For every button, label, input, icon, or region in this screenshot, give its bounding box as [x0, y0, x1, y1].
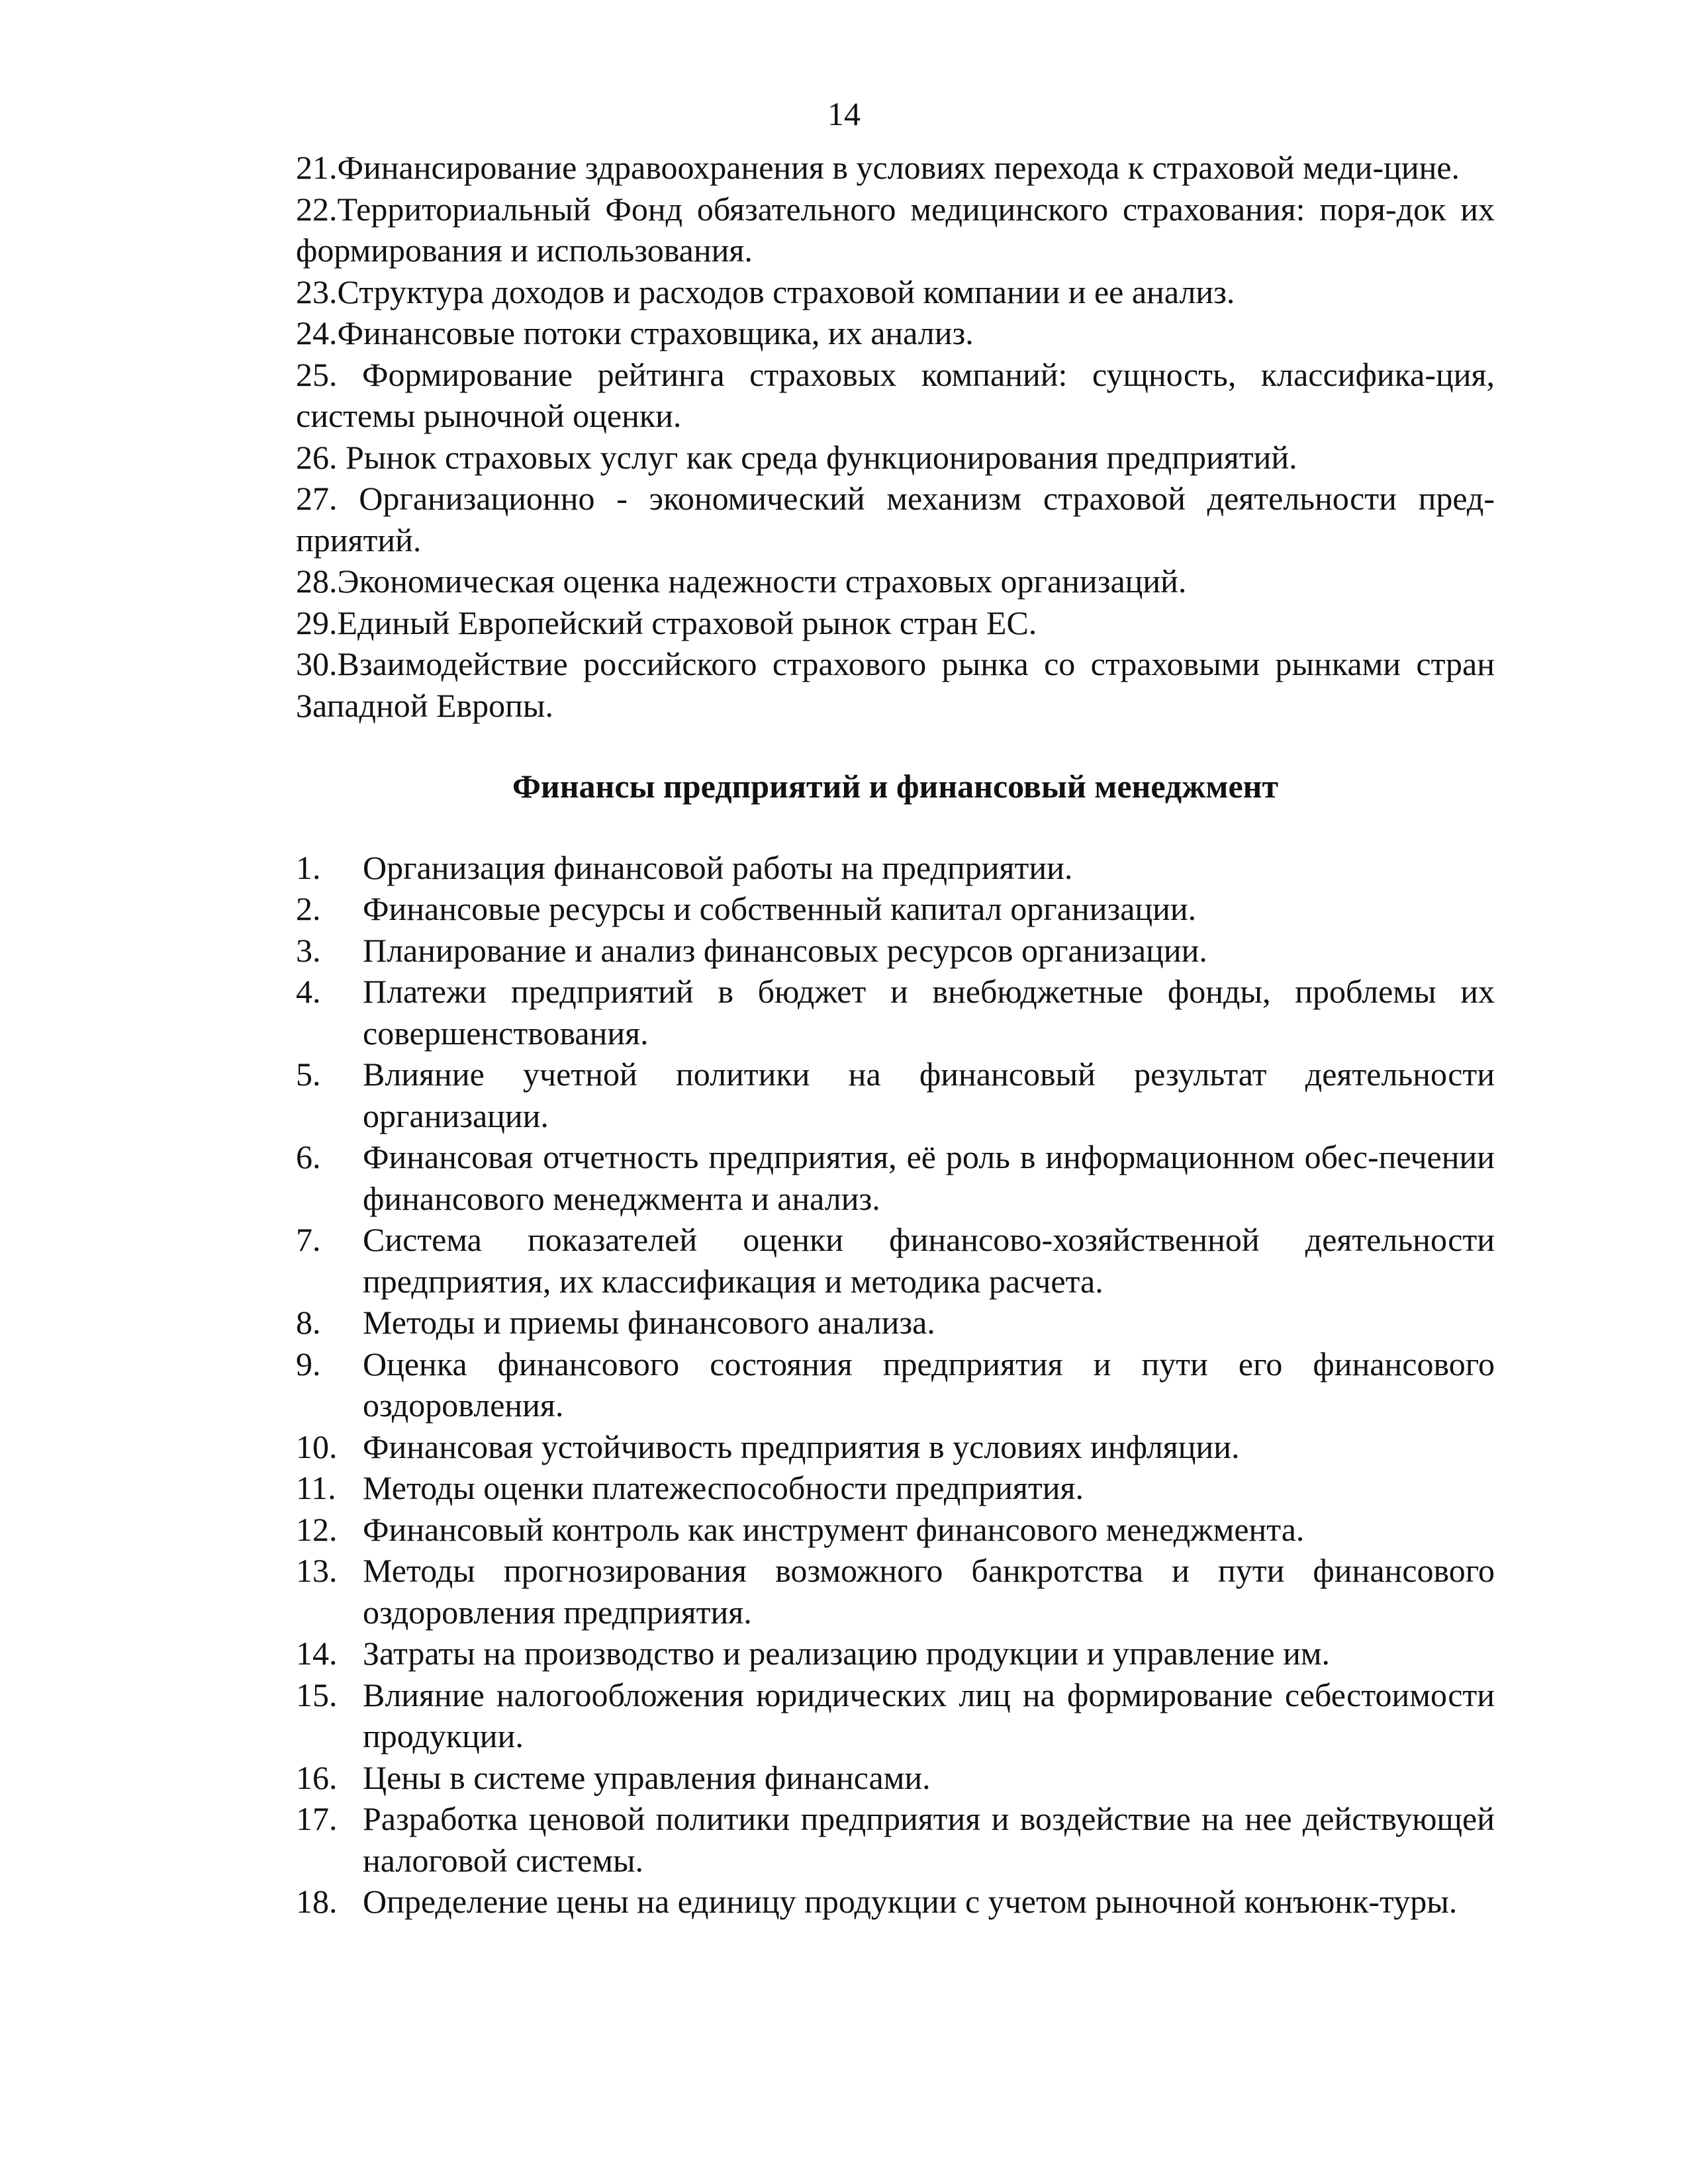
- item-number: 13.: [296, 1552, 338, 1589]
- item-text: Финансовая отчетность предприятия, её роль в информационном обес-печении финансового менеджмента и анализ.: [363, 1138, 1495, 1217]
- list-item: [296, 1426, 1495, 1468]
- list-item: [296, 189, 1495, 271]
- item-text: Влияние учетной политики на финансовый результат деятельности организации.: [363, 1056, 1495, 1134]
- insurance-topics-list: [296, 147, 1495, 726]
- item-number: 2.: [296, 890, 321, 927]
- list-item: [296, 312, 1495, 354]
- item-text: Планирование и анализ финансовых ресурсов организации.: [363, 931, 1207, 969]
- list-item: [296, 1136, 1495, 1219]
- item-number: 9.: [296, 1345, 321, 1383]
- item-number: 18.: [296, 1883, 338, 1920]
- list-item: [296, 643, 1495, 726]
- list-item: [296, 1550, 1495, 1633]
- item-number: 29.: [296, 604, 338, 641]
- list-item: [296, 147, 1495, 189]
- item-text: Оценка финансового состояния предприятия и пути его финансового оздоровления.: [363, 1345, 1495, 1424]
- item-number: 24.: [296, 314, 338, 351]
- list-item: [296, 561, 1495, 602]
- item-text: Финансирование здравоохранения в условиях перехода к страховой меди-цине.: [337, 149, 1460, 186]
- item-number: 30.: [296, 645, 338, 682]
- item-text: Методы прогнозирования возможного банкротства и пути финансового оздоровления предприятия.: [363, 1552, 1495, 1631]
- item-text: Определение цены на единицу продукции с учетом рыночной конъюнк-туры.: [363, 1883, 1458, 1920]
- item-text: Экономическая оценка надежности страховых организаций.: [337, 563, 1187, 600]
- item-text: Финансовый контроль как инструмент финансового менеджмента.: [363, 1510, 1305, 1548]
- item-number: 11.: [296, 1469, 336, 1506]
- item-number: 16.: [296, 1758, 338, 1796]
- page-number: 14: [827, 95, 861, 132]
- item-text: Организация финансовой работы на предприятии.: [363, 848, 1073, 886]
- list-item: [296, 478, 1495, 561]
- item-text: Разработка ценовой политики предприятия и воздействие на нее действующей налоговой системы.: [363, 1800, 1495, 1879]
- item-number: 12.: [296, 1510, 338, 1548]
- list-item: [296, 1343, 1495, 1426]
- list-item: [296, 1757, 1495, 1799]
- list-item: [296, 1509, 1495, 1551]
- item-number: 21.: [296, 149, 338, 186]
- item-number: 15.: [296, 1676, 338, 1713]
- section-title: Финансы предприятий и финансовый менеджмент: [512, 768, 1279, 805]
- item-number: 7.: [296, 1221, 321, 1258]
- item-number: 14.: [296, 1635, 338, 1672]
- item-text: Влияние налогообложения юридических лиц на формирование себестоимости продукции.: [363, 1676, 1495, 1754]
- item-text: Структура доходов и расходов страховой компании и ее анализ.: [337, 273, 1235, 310]
- item-number: 5.: [296, 1056, 321, 1093]
- item-text: Финансовые потоки страховщика, их анализ.: [337, 314, 974, 351]
- list-item: [296, 1219, 1495, 1302]
- item-text: Взаимодействие российского страхового рынка со страховыми рынками стран Западной Европы.: [296, 645, 1495, 724]
- item-number: 1.: [296, 848, 321, 886]
- list-item: [296, 1633, 1495, 1674]
- list-item: [296, 1674, 1495, 1757]
- item-number: 23.: [296, 273, 338, 310]
- list-item: [296, 602, 1495, 644]
- list-item: [296, 930, 1495, 972]
- list-item: [296, 271, 1495, 313]
- list-item: [296, 1302, 1495, 1343]
- item-number: 4.: [296, 973, 321, 1010]
- item-text: Рынок страховых услуг как среда функционирования предприятий.: [346, 438, 1297, 476]
- list-item: [296, 971, 1495, 1054]
- list-item: [296, 437, 1495, 478]
- item-number: 8.: [296, 1304, 321, 1341]
- item-number: 25.: [296, 355, 338, 393]
- item-number: 10.: [296, 1428, 338, 1465]
- item-text: Методы и приемы финансового анализа.: [363, 1304, 935, 1341]
- item-number: 17.: [296, 1800, 338, 1837]
- list-item: [296, 1467, 1495, 1509]
- item-text: Организационно - экономический механизм страховой деятельности пред-приятий.: [296, 480, 1495, 559]
- item-number: 3.: [296, 931, 321, 969]
- item-text: Цены в системе управления финансами.: [363, 1758, 931, 1796]
- list-item: [296, 354, 1495, 437]
- item-text: Затраты на производство и реализацию продукции и управление им.: [363, 1635, 1330, 1672]
- item-number: 22.: [296, 190, 338, 228]
- item-text: Платежи предприятий в бюджет и внебюджетные фонды, проблемы их совершенствования.: [363, 973, 1495, 1052]
- list-item: [296, 1798, 1495, 1881]
- item-text: Методы оценки платежеспособности предприятия.: [363, 1469, 1084, 1506]
- page-content: [296, 147, 1495, 1923]
- finance-topics-list: [296, 847, 1495, 1923]
- item-number: 6.: [296, 1138, 321, 1175]
- item-number: 26.: [296, 438, 338, 476]
- item-text: Система показателей оценки финансово-хозяйственной деятельности предприятия, их классификация и методика расчета.: [363, 1221, 1495, 1300]
- item-text: Единый Европейский страховой рынок стран ЕС.: [337, 604, 1037, 641]
- item-number: 27.: [296, 480, 338, 517]
- list-item: [296, 1054, 1495, 1136]
- item-text: Финансовые ресурсы и собственный капитал организации.: [363, 890, 1197, 927]
- item-text: Территориальный Фонд обязательного медицинского страхования: поря-док их формирования и использования.: [296, 190, 1495, 269]
- list-item: [296, 1881, 1495, 1923]
- list-item: [296, 847, 1495, 889]
- item-number: 28.: [296, 563, 338, 600]
- list-item: [296, 888, 1495, 930]
- item-text: Финансовая устойчивость предприятия в условиях инфляции.: [363, 1428, 1240, 1465]
- item-text: Формирование рейтинга страховых компаний: сущность, классифика-ция, системы рыночной оценки.: [296, 355, 1495, 434]
